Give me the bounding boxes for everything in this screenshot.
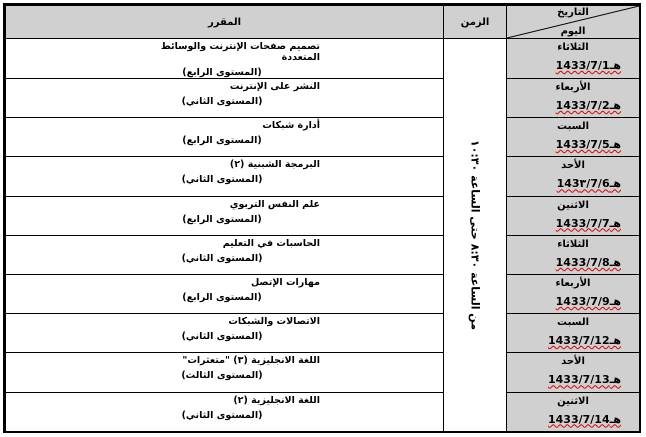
course-cell xyxy=(6,314,444,353)
date-cell xyxy=(507,235,640,274)
course-cell xyxy=(6,79,444,118)
date-label: 1433/7/1هـ xyxy=(555,59,621,72)
course-level: (المستوى الثاني) xyxy=(181,331,263,343)
course-name: أدارة شبكات xyxy=(262,120,320,132)
table-row xyxy=(6,79,640,118)
day-label: الثلاثاء xyxy=(557,42,589,53)
date-cell xyxy=(507,79,640,118)
course-name: البرمجة الشبنية (٢) xyxy=(229,159,320,171)
table-row xyxy=(6,314,640,353)
date-label: 1433/7/5هـ xyxy=(555,138,621,152)
day-label: الثلاثاء xyxy=(557,238,589,250)
date-label: 1433/7/13هـ xyxy=(547,373,621,387)
course-level: (المستوى الثاني) xyxy=(181,96,263,107)
day-label: الاثنين xyxy=(557,395,589,407)
date-day-header xyxy=(507,6,640,39)
course-cell xyxy=(6,274,444,313)
course-level: (المستوى الثالث) xyxy=(181,370,263,382)
date-label: 1433/7/7هـ xyxy=(555,216,621,230)
date-cell xyxy=(507,353,640,392)
course-name: الحاسبات في التعليم xyxy=(222,237,320,249)
course-level: (المستوى الرابع) xyxy=(182,213,262,225)
table-row xyxy=(6,39,640,79)
date-label: 143٣/7/6هـ xyxy=(556,177,621,191)
date-cell xyxy=(507,196,640,235)
course-name: مهارات الإتصل xyxy=(250,276,320,288)
course-cell xyxy=(6,392,444,431)
day-label: الأحد xyxy=(561,356,585,368)
time-header: الزمن xyxy=(444,6,507,39)
course-level: (المستوى الرابع) xyxy=(182,135,262,147)
table-header-row xyxy=(6,6,640,39)
course-name: النشر على الإنترنت xyxy=(229,81,320,92)
course-cell xyxy=(6,118,444,157)
course-level: (المستوى الرابع) xyxy=(182,67,262,78)
date-header-label: التاريخ xyxy=(557,7,589,18)
table-row xyxy=(6,274,640,313)
table-row xyxy=(6,196,640,235)
table-row xyxy=(6,392,640,431)
date-cell xyxy=(507,39,640,79)
date-cell xyxy=(507,274,640,313)
course-level: (المستوى الثاني) xyxy=(181,174,263,186)
course-cell xyxy=(6,235,444,274)
date-cell xyxy=(507,118,640,157)
date-cell xyxy=(507,314,640,353)
exam-schedule-sheet xyxy=(3,3,641,433)
table-row xyxy=(6,118,640,157)
date-label: 1433/7/2هـ xyxy=(555,99,621,112)
day-label: الأربعاء xyxy=(555,277,591,289)
course-level: (المستوى الرابع) xyxy=(182,291,262,303)
day-label: السبت xyxy=(556,317,590,329)
day-label: الأحد xyxy=(561,160,585,172)
time-slot-cell xyxy=(444,39,507,432)
course-cell xyxy=(6,353,444,392)
table-row xyxy=(6,353,640,392)
time-slot-label: من الساعة ٨:٣٠ حتى الساعة ١٠:٣٠ xyxy=(468,139,482,330)
date-label: 1433/7/8هـ xyxy=(555,255,621,269)
course-name: تصميم صفحات الإنترنت والوسائط المتعددة xyxy=(160,41,320,63)
course-name: علم النفس التربوي xyxy=(229,198,320,210)
exam-schedule-table xyxy=(5,5,640,432)
course-cell xyxy=(6,157,444,196)
day-label: الأربعاء xyxy=(555,82,591,93)
date-label: 1433/7/14هـ xyxy=(547,412,621,426)
date-cell xyxy=(507,157,640,196)
course-header: المقرر xyxy=(6,6,444,39)
date-label: 1433/7/9هـ xyxy=(555,294,621,308)
course-name: اللغة الانجليزية (٣) "متعثرات" xyxy=(182,355,320,367)
day-label: الاثنين xyxy=(557,199,589,211)
course-cell xyxy=(6,196,444,235)
course-name: اللغة الانجليزية (٢) xyxy=(233,394,320,406)
day-header-label: اليوم xyxy=(560,26,586,37)
date-label: 1433/7/12هـ xyxy=(547,334,621,348)
course-name: الاتصالات والشبكات xyxy=(228,316,320,328)
course-level: (المستوى الثاني) xyxy=(181,409,263,421)
table-row xyxy=(6,157,640,196)
date-cell xyxy=(507,392,640,431)
table-row xyxy=(6,235,640,274)
course-level: (المستوى الثاني) xyxy=(181,252,263,264)
day-label: السبت xyxy=(556,121,590,133)
course-cell xyxy=(6,39,444,79)
